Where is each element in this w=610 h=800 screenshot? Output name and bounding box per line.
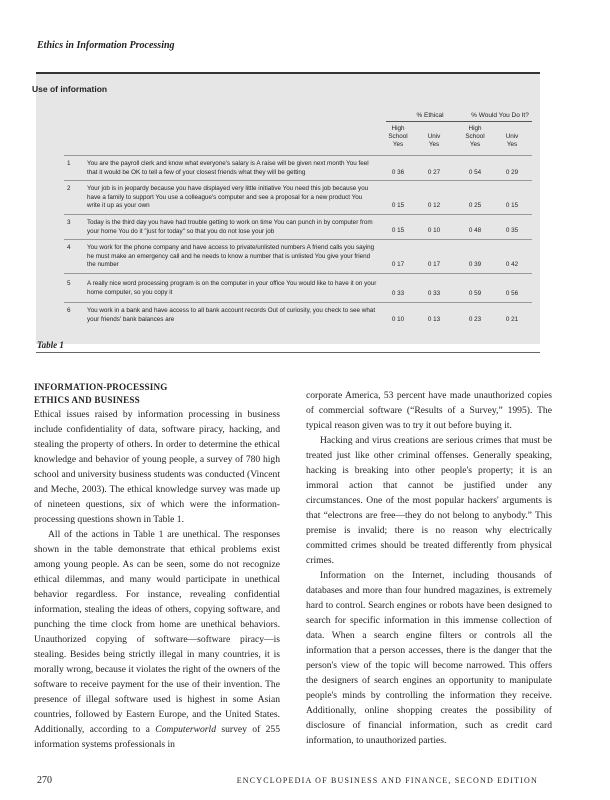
row-number: 3 [67,219,71,226]
cell-would-hs: 0 59 [468,290,482,297]
cell-would-hs: 0 54 [468,169,482,176]
col-header-would-high-school: High School Yes [465,125,485,148]
cell-ethical-univ: 0 13 [427,316,441,323]
cell-ethical-hs: 0 10 [391,316,405,323]
header-rule [64,155,532,156]
row-rule [64,239,532,240]
paragraph: Information on the Internet, including thousands of databases and more than four hundred magazines, is extremely hard to control. Search engines or robots have been designed to search for specific information in this immense collection of data. When a search engine filters or controls all the information that a person accesses, there is the danger that the person's view of the topic will become narrowed. This offers the designers of search engines an opportunity to manipulate people's minds by controlling the information they receive. Additionally, online shopping creates the possibility of disclosure of financial information, such as credit card information, to unauthorized parties. [306,570,552,746]
table-row-question: Your job is in jeopardy because you have displayed very little initiative You need this job because you have a family to support You use a colleague's computer and see a proposal for a new product You write it up as your own [87,185,369,209]
cell-ethical-hs: 0 15 [391,227,405,234]
group-header-ethical: % Ethical [416,112,444,119]
table-row-question: You work for the phone company and have access to private/unlisted numbers A friend calls you saying he must make an emergency call and he needs to know a number that is unlisted You give your friend the number [87,244,375,268]
section-heading: INFORMATION-PROCESSING ETHICS AND BUSINESS [34,382,168,405]
row-rule [64,180,532,181]
table-row-question: A really nice word processing program is on the computer in your office You would like to have it on your home computer, so you copy it [87,280,377,296]
paragraph: Ethical issues raised by information processing in business include confidentiality of data, software piracy, hacking, and stealing the property of others. In order to determine the ethical knowledge and behavior of young people, a survey of 780 high school and university business students was conducted (Vincent and Meche, 2003). The ethical knowledge survey was made up of nineteen questions, six of which were the information-processing questions shown in Table 1. [34,409,280,525]
group-header-would-you-do-it: % Would You Do It? [471,112,529,119]
table-caption: Table 1 [37,340,64,350]
publication-title: ENCYCLOPEDIA OF BUSINESS AND FINANCE, SECOND EDITION [236,776,538,785]
row-rule [64,273,532,274]
table-row-question: You work in a bank and have access to all bank account records Out of curiosity, you check to see what your friends' bank balances are [87,307,376,323]
caption-rule [36,352,540,353]
page-number: 270 [37,775,52,786]
cell-ethical-hs: 0 33 [391,290,405,297]
row-number: 2 [67,185,71,192]
cell-ethical-hs: 0 36 [391,169,405,176]
row-rule [64,214,532,215]
row-number: 4 [67,244,71,251]
cell-would-univ: 0 56 [505,290,519,297]
table-row-question: Today is the third day you have had trouble getting to work on time You can punch in by computer from your home You do it "just for today" so that you do not lose your job [87,219,373,235]
col-header-ethical-univ: Univ Yes [427,133,441,148]
table-row-question: You are the payroll clerk and know what everyone's salary is A raise will be given next month You feel that it would be OK to tell a few of your closest friends what they will be getting [87,160,369,176]
paragraph: Hacking and virus creations are serious crimes that must be treated just like other criminal offenses. Generally speaking, hacking is breaking into other people's property; it is an immoral action that cannot be justified under any circumstances. One of the most popular hackers' arguments is that “electrons are free—they do not belong to anybody.” This premise is invalid; there is no reason why electrically committed crimes should be treated differently from physical crimes. [306,435,552,566]
cell-would-hs: 0 25 [468,202,482,209]
cell-ethical-univ: 0 17 [427,261,441,268]
cell-would-univ: 0 21 [505,316,519,323]
col-header-ethical-high-school: High School Yes [388,125,408,148]
cell-ethical-univ: 0 27 [427,169,441,176]
cell-would-univ: 0 29 [505,169,519,176]
right-column [306,388,552,748]
paragraph: corporate America, 53 percent have made unauthorized copies of commercial software (“Results of a Survey,” 1995). The typical reason given was to try it out before buying it. [306,390,552,431]
cell-would-hs: 0 39 [468,261,482,268]
left-column [34,381,280,752]
row-number: 1 [67,160,71,167]
group-rule-would [456,121,532,122]
cell-ethical-hs: 0 15 [391,202,405,209]
cell-ethical-univ: 0 10 [427,227,441,234]
row-number: 6 [67,307,71,314]
cell-would-univ: 0 15 [505,202,519,209]
cell-would-univ: 0 35 [505,227,519,234]
paragraph: All of the actions in Table 1 are unethical. The responses shown in the table demonstrate that ethical problems exist among young people. As can be seen, some do not recognize ethical dilemmas, and many would participate in unethical behavior regardless. For instance, revealing confidential information, stealing the ideas of others, copying software, and punching the time clock from home are unethical behaviors. Unauthorized copying of software—software piracy—is stealing. Besides being strictly illegal in many countries, it is morally wrong, because it violates the right of the owners of the software to receive payment for the use of their invention. The presence of illegal software used is highest in some Asian countries, followed by Eastern Europe, and the United States. Additionally, according to a Computerworld survey of 255 information systems professionals in [34,529,281,750]
cell-would-univ: 0 42 [505,261,519,268]
row-number: 5 [67,280,71,287]
col-header-would-univ: Univ Yes [505,133,519,148]
cell-ethical-univ: 0 12 [427,202,441,209]
running-head: Ethics in Information Processing [37,40,175,51]
cell-would-hs: 0 23 [468,316,482,323]
table-title: Use of information [32,84,108,94]
cell-ethical-hs: 0 17 [391,261,405,268]
cell-ethical-univ: 0 33 [427,290,441,297]
cell-would-hs: 0 48 [468,227,482,234]
row-rule [64,302,532,303]
